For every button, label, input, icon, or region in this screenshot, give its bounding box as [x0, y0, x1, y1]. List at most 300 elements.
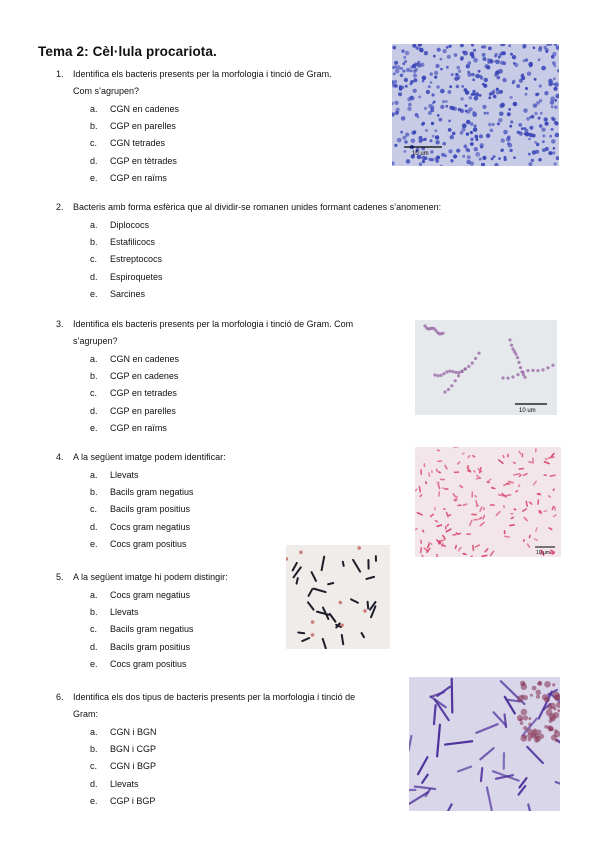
cell — [539, 46, 542, 49]
scale-bar-label: 10 um — [519, 408, 536, 414]
cell — [521, 684, 527, 690]
cell — [402, 70, 405, 73]
cell — [454, 471, 460, 473]
cell — [554, 106, 557, 109]
cell — [443, 49, 447, 53]
question-text: Bacteris amb forma esfèrica que al dividir-se romanen unides formant cadenes s’anomenen: — [73, 202, 442, 212]
answer-option[interactable]: d. Espiroquetes — [90, 271, 163, 282]
cell — [470, 142, 474, 146]
micrograph-q5 — [286, 545, 390, 649]
cell — [435, 140, 439, 144]
cell — [504, 158, 507, 161]
cell — [543, 474, 547, 476]
cell — [517, 131, 520, 134]
question-text: A la següent imatge podem identificar: — [73, 452, 226, 462]
cell — [432, 135, 435, 138]
cell — [545, 122, 549, 126]
cell — [451, 73, 454, 76]
cell — [508, 108, 511, 111]
cell — [430, 108, 434, 112]
answer-options — [56, 351, 401, 437]
cell — [510, 513, 513, 515]
cell — [482, 53, 486, 57]
cell — [499, 53, 503, 57]
cell — [506, 137, 511, 142]
answer-option[interactable]: c. CGP en tetrades — [90, 388, 177, 399]
micrograph-background — [415, 320, 557, 415]
cell — [490, 129, 494, 133]
cell — [408, 103, 412, 107]
question-number: 3. — [56, 319, 64, 329]
cell — [403, 56, 406, 59]
question-2 — [56, 199, 556, 303]
answer-option[interactable]: c. CGN tetrades — [90, 138, 166, 149]
cell — [450, 384, 453, 387]
cell — [528, 723, 532, 727]
cell — [509, 149, 512, 152]
cell — [501, 103, 505, 107]
cell — [405, 51, 409, 55]
cell — [466, 120, 470, 124]
cell — [466, 533, 471, 535]
question-5 — [56, 569, 286, 673]
answer-option[interactable]: d. CGP en tètrades — [90, 155, 177, 166]
cell — [464, 145, 468, 149]
cell — [456, 149, 460, 153]
cell — [554, 162, 557, 165]
cell — [540, 112, 543, 115]
cell — [472, 90, 475, 93]
cell — [462, 123, 467, 128]
cell — [525, 87, 528, 90]
cell — [510, 120, 513, 123]
cell — [430, 139, 433, 142]
cell — [458, 70, 461, 73]
cell — [422, 122, 425, 125]
cell — [404, 150, 407, 153]
cell — [536, 695, 540, 699]
cell — [445, 370, 448, 373]
answer-option[interactable]: e. Sarcines — [90, 288, 146, 299]
cell — [452, 132, 456, 136]
cell — [432, 93, 435, 96]
cell — [551, 106, 554, 109]
cell — [416, 46, 420, 50]
cell — [448, 370, 451, 373]
cell — [454, 53, 458, 57]
cell — [404, 78, 408, 82]
cell — [424, 51, 428, 55]
answer-options — [56, 724, 401, 810]
cell — [460, 58, 463, 61]
cell — [544, 117, 548, 121]
cell — [516, 84, 520, 88]
cell — [493, 95, 497, 99]
cell — [495, 70, 499, 74]
cell — [531, 159, 534, 162]
cell — [498, 118, 502, 122]
cell — [492, 123, 495, 126]
cell — [471, 491, 473, 497]
cell — [447, 55, 451, 59]
cell — [402, 136, 406, 140]
cell — [428, 158, 431, 161]
cell — [443, 390, 446, 393]
cell — [483, 84, 487, 88]
cell — [523, 376, 526, 379]
cell — [479, 75, 483, 79]
cell — [311, 620, 315, 624]
cell — [440, 68, 443, 71]
cell — [548, 705, 553, 710]
answer-options — [56, 217, 556, 303]
cell — [523, 715, 528, 720]
cell — [479, 134, 483, 138]
cell — [435, 64, 439, 68]
question-number: 2. — [56, 202, 64, 212]
micrograph-q4 — [415, 447, 561, 557]
question-text: Identifica els bacteris presents per la morfologia i tinció de Gram. Com s’agrupen? — [73, 319, 354, 346]
cell — [393, 46, 397, 50]
cell — [530, 694, 533, 697]
cell — [520, 721, 524, 725]
cell — [524, 132, 527, 135]
cell — [422, 76, 427, 81]
cell — [503, 752, 506, 770]
cell — [520, 370, 523, 373]
cell — [407, 107, 412, 112]
cell — [413, 130, 417, 134]
answer-option[interactable]: a. Cocs gram negatius — [90, 590, 191, 600]
cell — [406, 68, 410, 72]
cell — [541, 368, 544, 371]
answer-option[interactable]: a. Llevats — [90, 470, 139, 480]
cell — [436, 374, 439, 377]
cell — [475, 136, 478, 139]
micrograph-q1 — [392, 44, 559, 166]
cell — [551, 128, 554, 131]
cell — [442, 142, 446, 146]
cell — [439, 374, 442, 377]
cell — [405, 133, 409, 137]
cell — [430, 72, 433, 75]
answer-option[interactable]: a. Diplococs — [90, 220, 150, 230]
cell — [536, 369, 539, 372]
cell — [454, 379, 457, 382]
cell — [413, 89, 417, 93]
cell — [500, 61, 504, 65]
cell — [552, 118, 556, 122]
cell — [422, 160, 425, 163]
question-number: 1. — [56, 69, 64, 79]
cell — [529, 126, 533, 130]
answer-options — [56, 467, 376, 553]
cell — [550, 716, 556, 722]
cell — [472, 112, 477, 117]
cell — [517, 361, 520, 364]
cell — [475, 152, 480, 157]
cell — [367, 559, 369, 570]
answer-option[interactable]: c. Bacils gram negatius — [90, 624, 194, 635]
question-number: 4. — [56, 452, 64, 462]
cell — [439, 118, 443, 122]
cell — [435, 135, 439, 139]
cell — [553, 83, 556, 86]
cell — [401, 49, 404, 52]
answer-option[interactable]: e. CGP en raïms — [90, 172, 167, 183]
cell — [456, 85, 459, 88]
cell — [525, 93, 528, 96]
cell — [523, 735, 527, 739]
cell — [539, 734, 544, 739]
cell — [402, 62, 405, 65]
cell — [401, 116, 406, 121]
cell — [551, 55, 555, 59]
cell — [454, 77, 458, 81]
cell — [549, 728, 553, 732]
answer-option[interactable]: d. Llevats — [90, 778, 139, 789]
cell — [501, 138, 505, 142]
answer-option[interactable]: d. Cocs gram negatius — [90, 521, 191, 532]
cell — [406, 159, 411, 164]
cell — [393, 65, 397, 69]
cell — [490, 504, 495, 506]
answer-option[interactable]: d. CGP en parelles — [90, 405, 176, 416]
answer-option[interactable]: d. Bacils gram positius — [90, 641, 191, 652]
cell — [506, 377, 509, 380]
cell — [546, 366, 549, 369]
cell — [532, 686, 537, 691]
cell — [494, 55, 497, 58]
answer-option[interactable]: c. Estreptococs — [90, 254, 163, 265]
cell — [375, 555, 377, 562]
cell — [457, 371, 460, 374]
cell — [445, 105, 448, 108]
cell — [548, 82, 552, 86]
cell — [404, 140, 407, 143]
cell — [521, 127, 524, 130]
answer-option[interactable]: e. CGP en raïms — [90, 422, 167, 433]
answer-option[interactable]: b. CGP en parelles — [90, 121, 176, 132]
question-6 — [56, 689, 401, 810]
cell — [474, 357, 477, 360]
question-text: Identifica els bacteris presents per la morfologia i tinció de Gram. Com s’agrupen? — [73, 69, 332, 96]
cell — [473, 58, 478, 63]
cell — [481, 46, 484, 49]
cell — [466, 64, 470, 68]
cell — [399, 85, 402, 88]
cell — [453, 154, 457, 158]
cell — [528, 138, 531, 141]
cell — [400, 74, 404, 78]
cell — [396, 108, 400, 112]
cell — [539, 124, 542, 127]
cell — [539, 84, 542, 87]
cell — [486, 112, 489, 115]
cell — [431, 122, 434, 125]
cell — [519, 366, 522, 369]
cell — [537, 682, 541, 686]
cell — [419, 162, 423, 166]
micrograph-q5-svg — [286, 545, 390, 649]
cell — [432, 102, 435, 105]
cell — [534, 78, 537, 81]
cell — [554, 121, 558, 125]
cell — [400, 131, 403, 134]
cell — [469, 107, 473, 111]
cell — [449, 85, 452, 88]
cell — [460, 131, 464, 135]
cell — [551, 139, 556, 144]
answer-option[interactable]: e. Cocs gram positius — [90, 658, 187, 669]
cell — [475, 92, 479, 96]
cell — [538, 58, 541, 61]
cell — [528, 717, 531, 720]
answer-option[interactable]: b. Estafilicocs — [90, 237, 156, 248]
answer-option[interactable]: a. CGN en cadenes — [90, 354, 180, 364]
cell — [520, 75, 523, 78]
cell — [435, 129, 438, 132]
cell — [503, 130, 508, 135]
cell — [554, 729, 557, 732]
answer-option[interactable]: c. Bacils gram positius — [90, 504, 191, 515]
cell — [447, 388, 450, 391]
cell — [476, 138, 479, 141]
cell — [426, 90, 430, 94]
cell — [462, 155, 465, 158]
cell — [454, 371, 457, 374]
question-4 — [56, 449, 376, 553]
cell — [450, 135, 454, 139]
cell — [394, 101, 398, 105]
cell — [440, 58, 443, 61]
cell — [552, 683, 555, 686]
cell — [445, 100, 448, 103]
cell — [553, 87, 557, 91]
cell — [519, 79, 523, 83]
cell — [448, 149, 452, 153]
cell — [523, 726, 527, 730]
cell — [523, 108, 528, 113]
cell — [482, 156, 486, 160]
answer-option[interactable]: b. Llevats — [90, 607, 139, 618]
cell — [541, 127, 545, 131]
cell — [471, 362, 474, 365]
cell — [467, 155, 471, 159]
cell — [474, 125, 477, 128]
cell — [522, 453, 524, 458]
cell — [448, 90, 452, 94]
scale-bar-label: 10 um — [412, 151, 429, 157]
cell — [544, 681, 551, 688]
cell — [497, 122, 500, 125]
cell — [509, 125, 512, 128]
cell — [471, 514, 477, 516]
cell — [552, 61, 556, 65]
cell — [524, 129, 528, 133]
cell — [467, 365, 470, 368]
answer-option[interactable]: b. CGP en cadenes — [90, 371, 179, 382]
cell — [460, 97, 463, 100]
cell — [424, 138, 427, 141]
micrograph-q4-svg — [415, 447, 561, 557]
cell — [472, 78, 475, 81]
answer-option[interactable]: e. CGP i BGP — [90, 795, 156, 806]
cell — [536, 690, 541, 695]
answer-option[interactable]: b. BGN i CGP — [90, 744, 157, 755]
cell — [441, 332, 444, 335]
micrograph-q1-svg — [392, 44, 559, 166]
cell — [473, 128, 477, 132]
cell — [470, 52, 475, 57]
answer-option[interactable]: a. CGN i BGN — [90, 727, 157, 737]
cell — [469, 96, 472, 99]
cell — [550, 100, 554, 104]
cell — [448, 128, 452, 132]
cell — [405, 85, 408, 88]
answer-option[interactable]: c. CGN i BGP — [90, 761, 157, 772]
cell — [507, 454, 509, 458]
cell — [467, 71, 470, 74]
cell — [510, 344, 513, 347]
cell — [536, 101, 540, 105]
cell — [502, 51, 506, 55]
cell — [417, 116, 420, 119]
cell — [478, 70, 481, 73]
cell — [418, 96, 421, 99]
cell — [529, 133, 533, 137]
cell — [397, 138, 402, 143]
cell — [548, 151, 552, 155]
cell — [553, 147, 556, 150]
cell — [521, 709, 528, 716]
cell — [482, 105, 486, 109]
cell — [470, 131, 473, 134]
cell — [493, 155, 496, 158]
cell — [445, 526, 447, 530]
answer-option[interactable]: a. CGN en cadenes — [90, 104, 180, 114]
cell — [398, 92, 402, 96]
question-text: Identifica els dos tipus de bacteris presents per la morfologia i tinció de Gram: — [73, 692, 356, 719]
cell — [446, 66, 449, 69]
question-text: A la següent imatge hi podem distingir: — [73, 572, 228, 582]
cell — [437, 460, 442, 462]
answer-option[interactable]: e. Cocs gram positius — [90, 538, 187, 549]
cell — [510, 96, 513, 99]
cell — [535, 448, 537, 452]
answer-option[interactable]: b. Bacils gram negatius — [90, 487, 194, 498]
cell — [545, 48, 549, 52]
question-number: 6. — [56, 692, 64, 702]
cell — [396, 65, 400, 69]
cell — [531, 369, 534, 372]
cell — [410, 80, 414, 84]
cell — [532, 730, 537, 735]
cell — [433, 373, 436, 376]
cell — [437, 48, 441, 52]
cell — [449, 45, 452, 48]
cell — [440, 89, 445, 94]
cell — [458, 108, 461, 111]
cell — [409, 96, 413, 100]
cell — [457, 374, 460, 377]
cell — [534, 112, 537, 115]
cell — [535, 150, 539, 154]
cell — [434, 76, 437, 79]
cell — [357, 546, 361, 550]
micrograph-q6 — [409, 677, 560, 811]
cell — [553, 691, 560, 698]
